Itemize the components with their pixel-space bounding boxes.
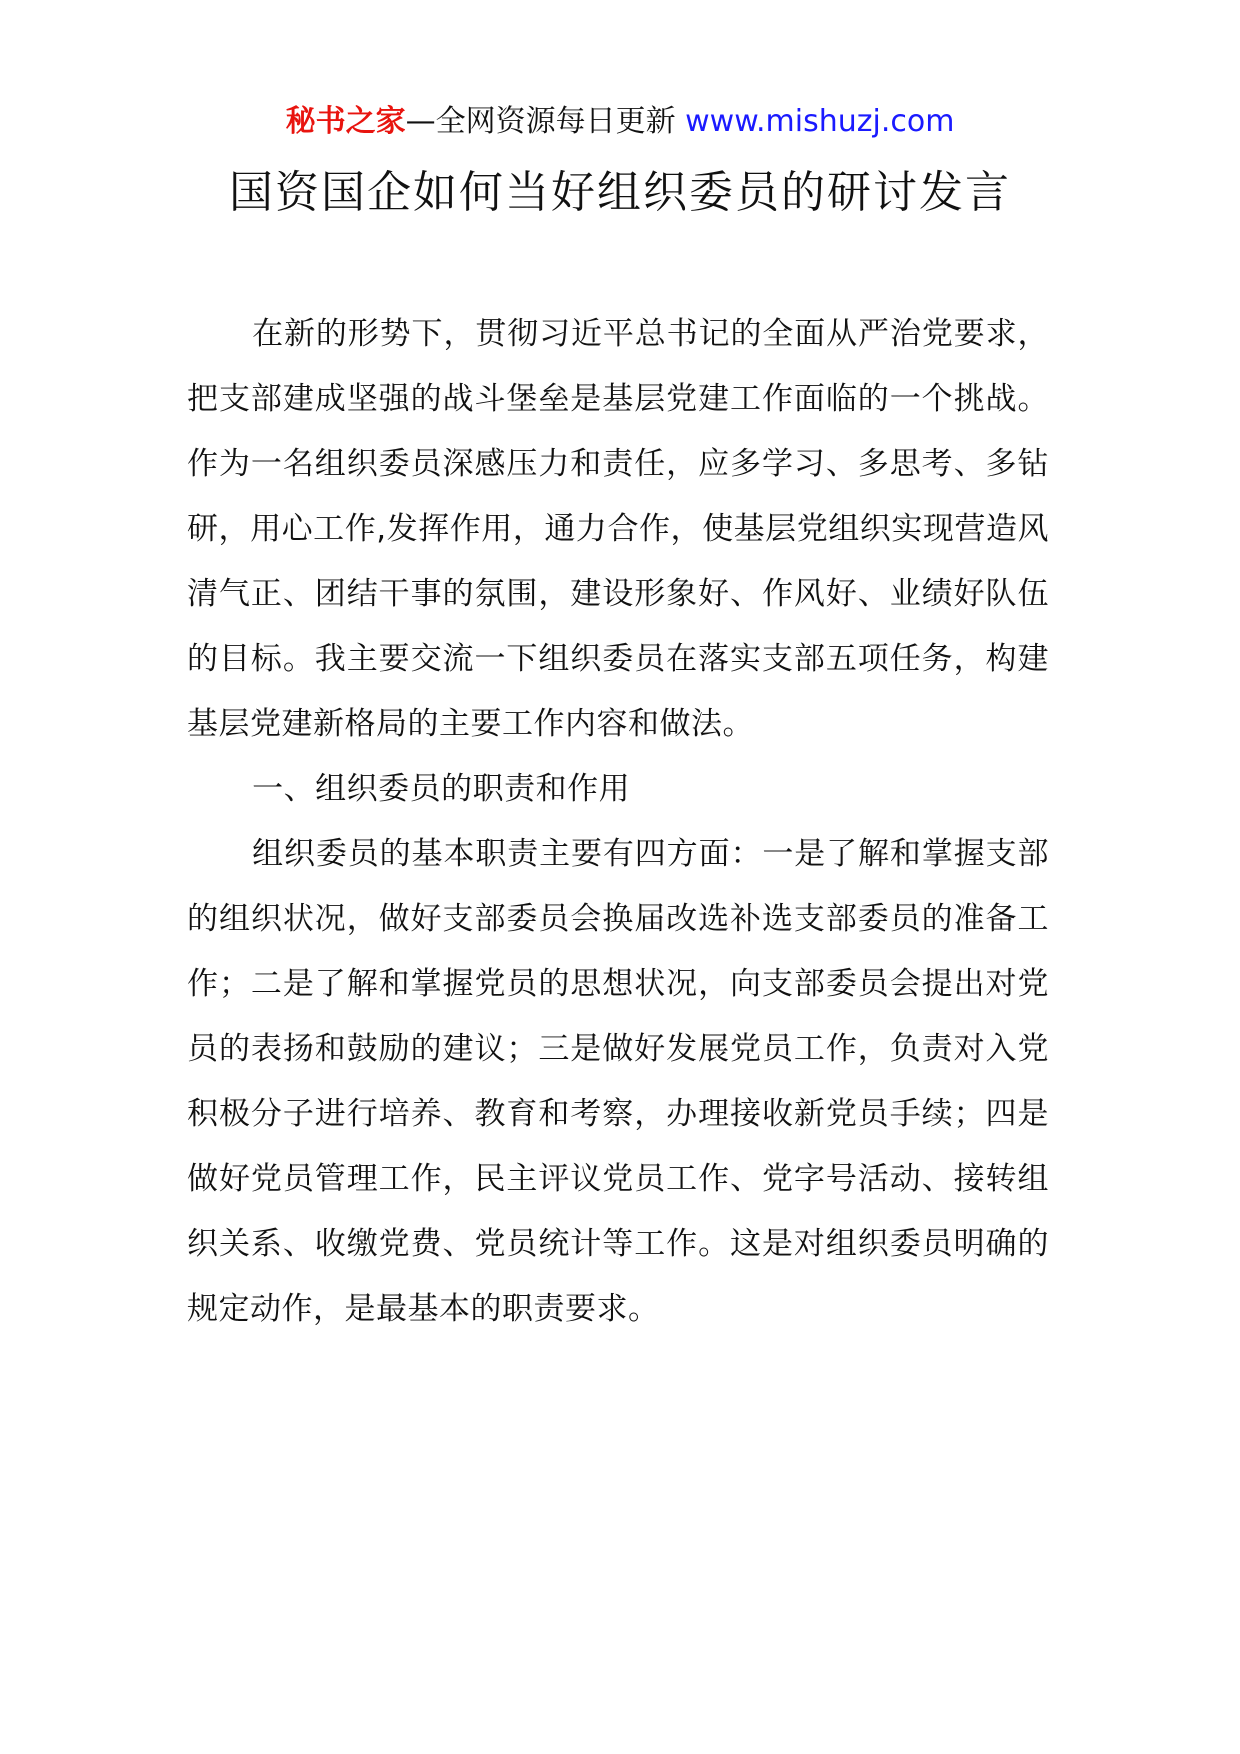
intro-paragraph: 在新的形势下，贯彻习近平总书记的全面从严治党要求，把支部建成坚强的战斗堡垒是基层党建工作面临的一个挑战。作为一名组织委员深感压力和责任，应多学习、多思考、多钻研，用心工作,发挥作用，通力合作，使基层党组织实现营造风清气正、团结干事的氛围，建设形象好、作风好、业绩好队伍的目标。我主要交流一下组织委员在落实支部五项任务，构建基层党建新格局的主要工作内容和做法。 xyxy=(187,316,1049,742)
section-paragraph: 组织委员的基本职责主要有四方面：一是了解和掌握支部的组织状况，做好支部委员会换届改选补选支部委员的准备工作；二是了解和掌握党员的思想状况，向支部委员会提出对党员的表扬和鼓励的建议；三是做好发展党员工作，负责对入党积极分子进行培养、教育和考察，办理接收新党员手续；四是做好党员管理工作，民主评议党员工作、党字号活动、接转组织关系、收缴党费、党员统计等工作。这是对组织委员明确的规定动作，是最基本的职责要求。 xyxy=(187,836,1049,1327)
site-url-link[interactable]: www.mishuzj.com xyxy=(685,104,955,139)
brand-name: 秘书之家 xyxy=(285,104,406,139)
site-slogan: —全网资源每日更新 xyxy=(405,104,686,139)
section-heading: 一、组织委员的职责和作用 xyxy=(252,771,631,807)
document-body xyxy=(187,302,1049,1342)
site-header xyxy=(0,100,1240,144)
document-title: 国资国企如何当好组织委员的研讨发言 xyxy=(229,167,1011,218)
